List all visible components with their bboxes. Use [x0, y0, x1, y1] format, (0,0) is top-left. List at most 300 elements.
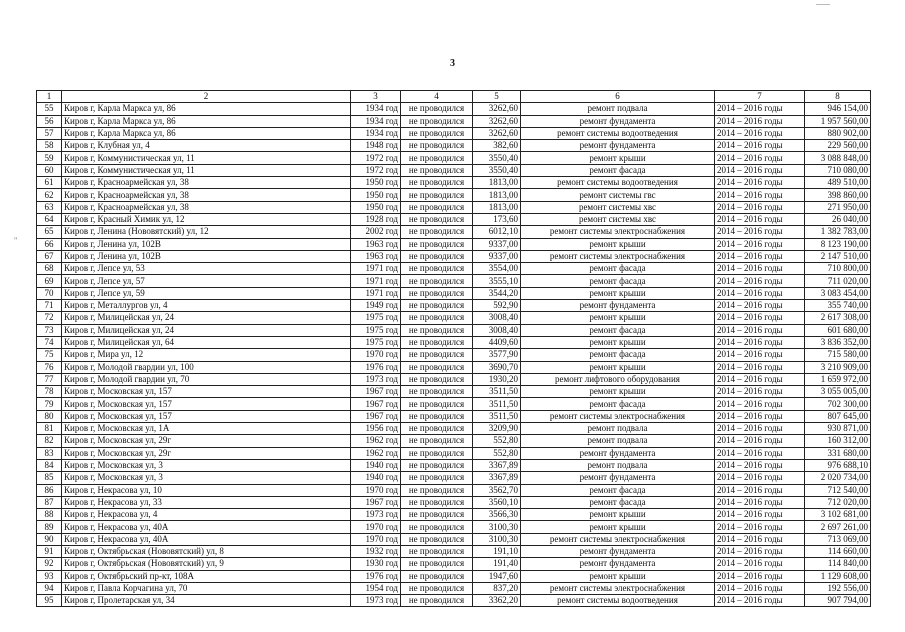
- cell-address: Киров г, Молодой гвардии ул, 70: [62, 373, 351, 385]
- cell-cost: 713 069,00: [805, 533, 871, 545]
- cell-address: Киров г, Милицейская ул, 24: [62, 312, 351, 324]
- cell-work-type: ремонт крыши: [521, 570, 715, 582]
- cell-row-number: 61: [37, 177, 62, 189]
- cell-last-repair: не проводился: [401, 213, 473, 225]
- cell-build-year: 1970 год: [351, 533, 401, 545]
- cell-row-number: 80: [37, 410, 62, 422]
- cell-work-type: ремонт крыши: [521, 238, 715, 250]
- cell-row-number: 72: [37, 312, 62, 324]
- table-row: [37, 447, 871, 459]
- cell-build-year: 1967 год: [351, 496, 401, 508]
- cell-period: 2014 – 2016 годы: [715, 398, 805, 410]
- cell-build-year: 1975 год: [351, 324, 401, 336]
- table-row: [37, 435, 871, 447]
- cell-cost: 3 210 909,00: [805, 361, 871, 373]
- table-row: [37, 472, 871, 484]
- cell-work-type: ремонт фундамента: [521, 545, 715, 557]
- table-row: [37, 103, 871, 115]
- cell-last-repair: не проводился: [401, 275, 473, 287]
- cell-work-type: ремонт фасада: [521, 263, 715, 275]
- cell-address: Киров г, Московская ул, 157: [62, 410, 351, 422]
- cell-period: 2014 – 2016 годы: [715, 287, 805, 299]
- cell-area: 382,60: [473, 140, 521, 152]
- cell-last-repair: не проводился: [401, 349, 473, 361]
- cell-work-type: ремонт фундамента: [521, 140, 715, 152]
- cell-build-year: 1971 год: [351, 263, 401, 275]
- cell-work-type: ремонт системы электроснабжения: [521, 250, 715, 262]
- cell-last-repair: не проводился: [401, 570, 473, 582]
- cell-build-year: 1963 год: [351, 250, 401, 262]
- cell-period: 2014 – 2016 годы: [715, 201, 805, 213]
- cell-cost: 930 871,00: [805, 423, 871, 435]
- cell-cost: 976 688,10: [805, 459, 871, 471]
- table-row: [37, 226, 871, 238]
- cell-area: 3550,40: [473, 164, 521, 176]
- cell-cost: 398 860,00: [805, 189, 871, 201]
- cell-work-type: ремонт крыши: [521, 386, 715, 398]
- cell-row-number: 60: [37, 164, 62, 176]
- cell-period: 2014 – 2016 годы: [715, 558, 805, 570]
- cell-last-repair: не проводился: [401, 177, 473, 189]
- table-row: [37, 595, 871, 607]
- cell-work-type: ремонт подвала: [521, 423, 715, 435]
- cell-last-repair: не проводился: [401, 398, 473, 410]
- cell-period: 2014 – 2016 годы: [715, 533, 805, 545]
- table-row: [37, 509, 871, 521]
- cell-last-repair: не проводился: [401, 459, 473, 471]
- cell-work-type: ремонт крыши: [521, 336, 715, 348]
- cell-build-year: 1954 год: [351, 582, 401, 594]
- cell-area: 3209,90: [473, 423, 521, 435]
- cell-build-year: 1973 год: [351, 595, 401, 607]
- cell-build-year: 1950 год: [351, 201, 401, 213]
- cell-period: 2014 – 2016 годы: [715, 152, 805, 164]
- cell-address: Киров г, Пролетарская ул, 34: [62, 595, 351, 607]
- cell-build-year: 1948 год: [351, 140, 401, 152]
- table-row: [37, 459, 871, 471]
- page-number: 3: [450, 58, 455, 69]
- table-row: [37, 410, 871, 422]
- cell-cost: 710 800,00: [805, 263, 871, 275]
- cell-address: Киров г, Октябрьский пр-кт, 108А: [62, 570, 351, 582]
- table-row: [37, 386, 871, 398]
- cell-last-repair: не проводился: [401, 533, 473, 545]
- cell-cost: 355 740,00: [805, 300, 871, 312]
- cell-build-year: 1976 год: [351, 361, 401, 373]
- cell-address: Киров г, Московская ул, 157: [62, 386, 351, 398]
- cell-period: 2014 – 2016 годы: [715, 459, 805, 471]
- table-row: [37, 213, 871, 225]
- table-row: [37, 545, 871, 557]
- table-row: [37, 570, 871, 582]
- cell-area: 3562,70: [473, 484, 521, 496]
- table-row: [37, 250, 871, 262]
- cell-row-number: 91: [37, 545, 62, 557]
- cell-area: 191,10: [473, 545, 521, 557]
- cell-period: 2014 – 2016 годы: [715, 213, 805, 225]
- cell-work-type: ремонт фасада: [521, 164, 715, 176]
- cell-address: Киров г, Некрасова ул, 40А: [62, 533, 351, 545]
- repair-program-table: [36, 90, 871, 607]
- cell-last-repair: не проводился: [401, 189, 473, 201]
- table-row: [37, 189, 871, 201]
- cell-period: 2014 – 2016 годы: [715, 127, 805, 139]
- cell-address: Киров г, Ленина (Нововятский) ул, 12: [62, 226, 351, 238]
- cell-cost: 715 580,00: [805, 349, 871, 361]
- header-col-4: 4: [401, 91, 473, 103]
- cell-address: Киров г, Коммунистическая ул, 11: [62, 152, 351, 164]
- cell-build-year: 1967 год: [351, 398, 401, 410]
- cell-last-repair: не проводился: [401, 484, 473, 496]
- cell-address: Киров г, Карла Маркса ул, 86: [62, 103, 351, 115]
- cell-period: 2014 – 2016 годы: [715, 300, 805, 312]
- cell-build-year: 1972 год: [351, 164, 401, 176]
- cell-work-type: ремонт крыши: [521, 312, 715, 324]
- cell-last-repair: не проводился: [401, 545, 473, 557]
- cell-row-number: 70: [37, 287, 62, 299]
- header-col-3: 3: [351, 91, 401, 103]
- table-row: [37, 263, 871, 275]
- cell-area: 3560,10: [473, 496, 521, 508]
- cell-cost: 271 950,00: [805, 201, 871, 213]
- cell-address: Киров г, Московская ул, 3: [62, 472, 351, 484]
- cell-area: 173,60: [473, 213, 521, 225]
- cell-period: 2014 – 2016 годы: [715, 177, 805, 189]
- cell-cost: 601 680,00: [805, 324, 871, 336]
- cell-period: 2014 – 2016 годы: [715, 275, 805, 287]
- cell-period: 2014 – 2016 годы: [715, 595, 805, 607]
- cell-area: 1813,00: [473, 189, 521, 201]
- cell-build-year: 1970 год: [351, 521, 401, 533]
- cell-build-year: 1963 год: [351, 238, 401, 250]
- table-row: [37, 177, 871, 189]
- table-body: [37, 103, 871, 607]
- table-row: [37, 164, 871, 176]
- table-row: [37, 115, 871, 127]
- table-row: [37, 484, 871, 496]
- header-col-6: 6: [521, 91, 715, 103]
- cell-row-number: 78: [37, 386, 62, 398]
- cell-address: Киров г, Милицейская ул, 24: [62, 324, 351, 336]
- cell-period: 2014 – 2016 годы: [715, 115, 805, 127]
- cell-work-type: ремонт системы электроснабжения: [521, 410, 715, 422]
- cell-area: 3362,20: [473, 595, 521, 607]
- cell-last-repair: не проводился: [401, 423, 473, 435]
- cell-cost: 880 902,00: [805, 127, 871, 139]
- cell-row-number: 85: [37, 472, 62, 484]
- cell-area: 3262,60: [473, 127, 521, 139]
- cell-period: 2014 – 2016 годы: [715, 189, 805, 201]
- table-row: [37, 312, 871, 324]
- cell-cost: 3 055 005,00: [805, 386, 871, 398]
- table-row: [37, 152, 871, 164]
- header-col-7: 7: [715, 91, 805, 103]
- cell-build-year: 1934 год: [351, 103, 401, 115]
- cell-row-number: 69: [37, 275, 62, 287]
- cell-build-year: 1930 год: [351, 558, 401, 570]
- cell-cost: 2 020 734,00: [805, 472, 871, 484]
- cell-work-type: ремонт подвала: [521, 435, 715, 447]
- cell-area: 3690,70: [473, 361, 521, 373]
- cell-area: 9337,00: [473, 238, 521, 250]
- cell-last-repair: не проводился: [401, 103, 473, 115]
- cell-address: Киров г, Лепсе ул, 53: [62, 263, 351, 275]
- cell-address: Киров г, Молодой гвардии ул, 100: [62, 361, 351, 373]
- cell-period: 2014 – 2016 годы: [715, 410, 805, 422]
- cell-build-year: 1949 год: [351, 300, 401, 312]
- header-col-8: 8: [805, 91, 871, 103]
- cell-last-repair: не проводился: [401, 226, 473, 238]
- cell-build-year: 2002 год: [351, 226, 401, 238]
- cell-area: 1813,00: [473, 201, 521, 213]
- cell-work-type: ремонт лифтового оборудования: [521, 373, 715, 385]
- table-row: [37, 361, 871, 373]
- cell-cost: 8 123 190,00: [805, 238, 871, 250]
- table-row: [37, 496, 871, 508]
- cell-address: Киров г, Московская ул, 1А: [62, 423, 351, 435]
- cell-last-repair: не проводился: [401, 324, 473, 336]
- cell-build-year: 1932 год: [351, 545, 401, 557]
- cell-build-year: 1970 год: [351, 349, 401, 361]
- cell-period: 2014 – 2016 годы: [715, 484, 805, 496]
- cell-row-number: 57: [37, 127, 62, 139]
- cell-row-number: 62: [37, 189, 62, 201]
- cell-row-number: 75: [37, 349, 62, 361]
- table-row: [37, 582, 871, 594]
- cell-area: 6012,10: [473, 226, 521, 238]
- cell-row-number: 76: [37, 361, 62, 373]
- cell-last-repair: не проводился: [401, 300, 473, 312]
- cell-last-repair: не проводился: [401, 435, 473, 447]
- cell-row-number: 83: [37, 447, 62, 459]
- cell-cost: 114 840,00: [805, 558, 871, 570]
- cell-address: Киров г, Клубная ул, 4: [62, 140, 351, 152]
- cell-work-type: ремонт фасада: [521, 484, 715, 496]
- cell-last-repair: не проводился: [401, 238, 473, 250]
- cell-period: 2014 – 2016 годы: [715, 496, 805, 508]
- cell-row-number: 81: [37, 423, 62, 435]
- cell-cost: 229 560,00: [805, 140, 871, 152]
- cell-row-number: 59: [37, 152, 62, 164]
- cell-address: Киров г, Красноармейская ул, 38: [62, 189, 351, 201]
- cell-last-repair: не проводился: [401, 164, 473, 176]
- cell-last-repair: не проводился: [401, 263, 473, 275]
- cell-area: 3367,89: [473, 472, 521, 484]
- cell-row-number: 58: [37, 140, 62, 152]
- cell-area: 3577,90: [473, 349, 521, 361]
- cell-cost: 2 617 308,00: [805, 312, 871, 324]
- cell-address: Киров г, Мира ул, 12: [62, 349, 351, 361]
- cell-address: Киров г, Милицейская ул, 64: [62, 336, 351, 348]
- cell-row-number: 55: [37, 103, 62, 115]
- cell-last-repair: не проводился: [401, 447, 473, 459]
- cell-build-year: 1967 год: [351, 410, 401, 422]
- cell-row-number: 77: [37, 373, 62, 385]
- cell-address: Киров г, Лепсе ул, 57: [62, 275, 351, 287]
- cell-row-number: 68: [37, 263, 62, 275]
- cell-period: 2014 – 2016 годы: [715, 521, 805, 533]
- cell-work-type: ремонт фасада: [521, 275, 715, 287]
- cell-period: 2014 – 2016 годы: [715, 447, 805, 459]
- cell-build-year: 1975 год: [351, 336, 401, 348]
- cell-build-year: 1940 год: [351, 472, 401, 484]
- cell-cost: 1 382 783,00: [805, 226, 871, 238]
- cell-address: Киров г, Красноармейская ул, 38: [62, 177, 351, 189]
- cell-period: 2014 – 2016 годы: [715, 582, 805, 594]
- cell-last-repair: не проводился: [401, 152, 473, 164]
- cell-work-type: ремонт фундамента: [521, 558, 715, 570]
- cell-build-year: 1976 год: [351, 570, 401, 582]
- cell-build-year: 1967 год: [351, 386, 401, 398]
- table-row: [37, 558, 871, 570]
- cell-row-number: 89: [37, 521, 62, 533]
- cell-period: 2014 – 2016 годы: [715, 226, 805, 238]
- cell-build-year: 1971 год: [351, 275, 401, 287]
- table-row: [37, 373, 871, 385]
- cell-work-type: ремонт крыши: [521, 509, 715, 521]
- cell-cost: 3 083 454,00: [805, 287, 871, 299]
- cell-area: 1930,20: [473, 373, 521, 385]
- header-col-2: 2: [62, 91, 351, 103]
- cell-cost: 712 020,00: [805, 496, 871, 508]
- cell-address: Киров г, Московская ул, 3: [62, 459, 351, 471]
- cell-work-type: ремонт системы хвс: [521, 201, 715, 213]
- cell-period: 2014 – 2016 годы: [715, 312, 805, 324]
- cell-area: 592,90: [473, 300, 521, 312]
- cell-row-number: 65: [37, 226, 62, 238]
- table-row: [37, 238, 871, 250]
- cell-period: 2014 – 2016 годы: [715, 361, 805, 373]
- table-row: [37, 423, 871, 435]
- cell-last-repair: не проводился: [401, 361, 473, 373]
- cell-area: 1947,60: [473, 570, 521, 582]
- cell-area: 4409,60: [473, 336, 521, 348]
- table-row: [37, 521, 871, 533]
- cell-address: Киров г, Московская ул, 29г: [62, 447, 351, 459]
- cell-area: 552,80: [473, 447, 521, 459]
- cell-address: Киров г, Металлургов ул, 4: [62, 300, 351, 312]
- cell-address: Киров г, Красноармейская ул, 38: [62, 201, 351, 213]
- cell-work-type: ремонт системы водоотведения: [521, 595, 715, 607]
- cell-build-year: 1950 год: [351, 177, 401, 189]
- cell-work-type: ремонт подвала: [521, 103, 715, 115]
- cell-address: Киров г, Некрасова ул, 33: [62, 496, 351, 508]
- cell-cost: 489 510,00: [805, 177, 871, 189]
- cell-period: 2014 – 2016 годы: [715, 250, 805, 262]
- cell-area: 3100,30: [473, 521, 521, 533]
- cell-last-repair: не проводился: [401, 115, 473, 127]
- cell-period: 2014 – 2016 годы: [715, 140, 805, 152]
- cell-period: 2014 – 2016 годы: [715, 570, 805, 582]
- cell-row-number: 92: [37, 558, 62, 570]
- cell-row-number: 82: [37, 435, 62, 447]
- cell-area: 3555,10: [473, 275, 521, 287]
- cell-last-repair: не проводился: [401, 410, 473, 422]
- cell-build-year: 1928 год: [351, 213, 401, 225]
- cell-period: 2014 – 2016 годы: [715, 238, 805, 250]
- table-row: [37, 140, 871, 152]
- cell-period: 2014 – 2016 годы: [715, 472, 805, 484]
- cell-address: Киров г, Некрасова ул, 4: [62, 509, 351, 521]
- cell-address: Киров г, Красный Химик ул, 12: [62, 213, 351, 225]
- corner-scan-mark: [816, 4, 830, 5]
- cell-row-number: 74: [37, 336, 62, 348]
- table-row: [37, 533, 871, 545]
- cell-build-year: 1962 год: [351, 447, 401, 459]
- cell-build-year: 1975 год: [351, 312, 401, 324]
- cell-work-type: ремонт системы водоотведения: [521, 177, 715, 189]
- cell-period: 2014 – 2016 годы: [715, 373, 805, 385]
- table-row: [37, 398, 871, 410]
- cell-cost: 192 556,00: [805, 582, 871, 594]
- cell-cost: 702 300,00: [805, 398, 871, 410]
- cell-work-type: ремонт крыши: [521, 361, 715, 373]
- cell-last-repair: не проводился: [401, 140, 473, 152]
- table-row: [37, 127, 871, 139]
- cell-area: 9337,00: [473, 250, 521, 262]
- cell-period: 2014 – 2016 годы: [715, 263, 805, 275]
- cell-work-type: ремонт подвала: [521, 459, 715, 471]
- table-header-row: [37, 91, 871, 103]
- cell-area: 3544,20: [473, 287, 521, 299]
- cell-address: Киров г, Павла Корчагина ул, 70: [62, 582, 351, 594]
- cell-address: Киров г, Московская ул, 157: [62, 398, 351, 410]
- cell-last-repair: не проводился: [401, 127, 473, 139]
- cell-last-repair: не проводился: [401, 250, 473, 262]
- cell-work-type: ремонт крыши: [521, 152, 715, 164]
- cell-cost: 26 040,00: [805, 213, 871, 225]
- cell-area: 3511,50: [473, 398, 521, 410]
- cell-area: 191,40: [473, 558, 521, 570]
- cell-cost: 3 102 681,00: [805, 509, 871, 521]
- header-col-5: 5: [473, 91, 521, 103]
- cell-last-repair: не проводился: [401, 472, 473, 484]
- cell-last-repair: не проводился: [401, 201, 473, 213]
- cell-period: 2014 – 2016 годы: [715, 103, 805, 115]
- cell-period: 2014 – 2016 годы: [715, 349, 805, 361]
- table-row: [37, 336, 871, 348]
- cell-work-type: ремонт фасада: [521, 398, 715, 410]
- cell-last-repair: не проводился: [401, 582, 473, 594]
- cell-cost: 3 088 848,00: [805, 152, 871, 164]
- cell-address: Киров г, Октябрьская (Нововятский) ул, 8: [62, 545, 351, 557]
- cell-work-type: ремонт фундамента: [521, 447, 715, 459]
- cell-address: Киров г, Карла Маркса ул, 86: [62, 115, 351, 127]
- cell-last-repair: не проводился: [401, 287, 473, 299]
- cell-address: Киров г, Некрасова ул, 40А: [62, 521, 351, 533]
- cell-work-type: ремонт системы водоотведения: [521, 127, 715, 139]
- cell-row-number: 56: [37, 115, 62, 127]
- cell-work-type: ремонт системы хвс: [521, 213, 715, 225]
- cell-work-type: ремонт системы электроснабжения: [521, 582, 715, 594]
- cell-area: 3554,00: [473, 263, 521, 275]
- cell-period: 2014 – 2016 годы: [715, 386, 805, 398]
- cell-work-type: ремонт фундамента: [521, 300, 715, 312]
- cell-period: 2014 – 2016 годы: [715, 545, 805, 557]
- cell-cost: 2 697 261,00: [805, 521, 871, 533]
- cell-work-type: ремонт фасада: [521, 496, 715, 508]
- cell-period: 2014 – 2016 годы: [715, 423, 805, 435]
- cell-last-repair: не проводился: [401, 386, 473, 398]
- cell-area: 3566,30: [473, 509, 521, 521]
- cell-area: 1813,00: [473, 177, 521, 189]
- cell-work-type: ремонт фасада: [521, 324, 715, 336]
- cell-cost: 3 836 352,00: [805, 336, 871, 348]
- cell-last-repair: не проводился: [401, 509, 473, 521]
- cell-cost: 711 020,00: [805, 275, 871, 287]
- cell-area: 552,80: [473, 435, 521, 447]
- cell-address: Киров г, Октябрьская (Нововятский) ул, 9: [62, 558, 351, 570]
